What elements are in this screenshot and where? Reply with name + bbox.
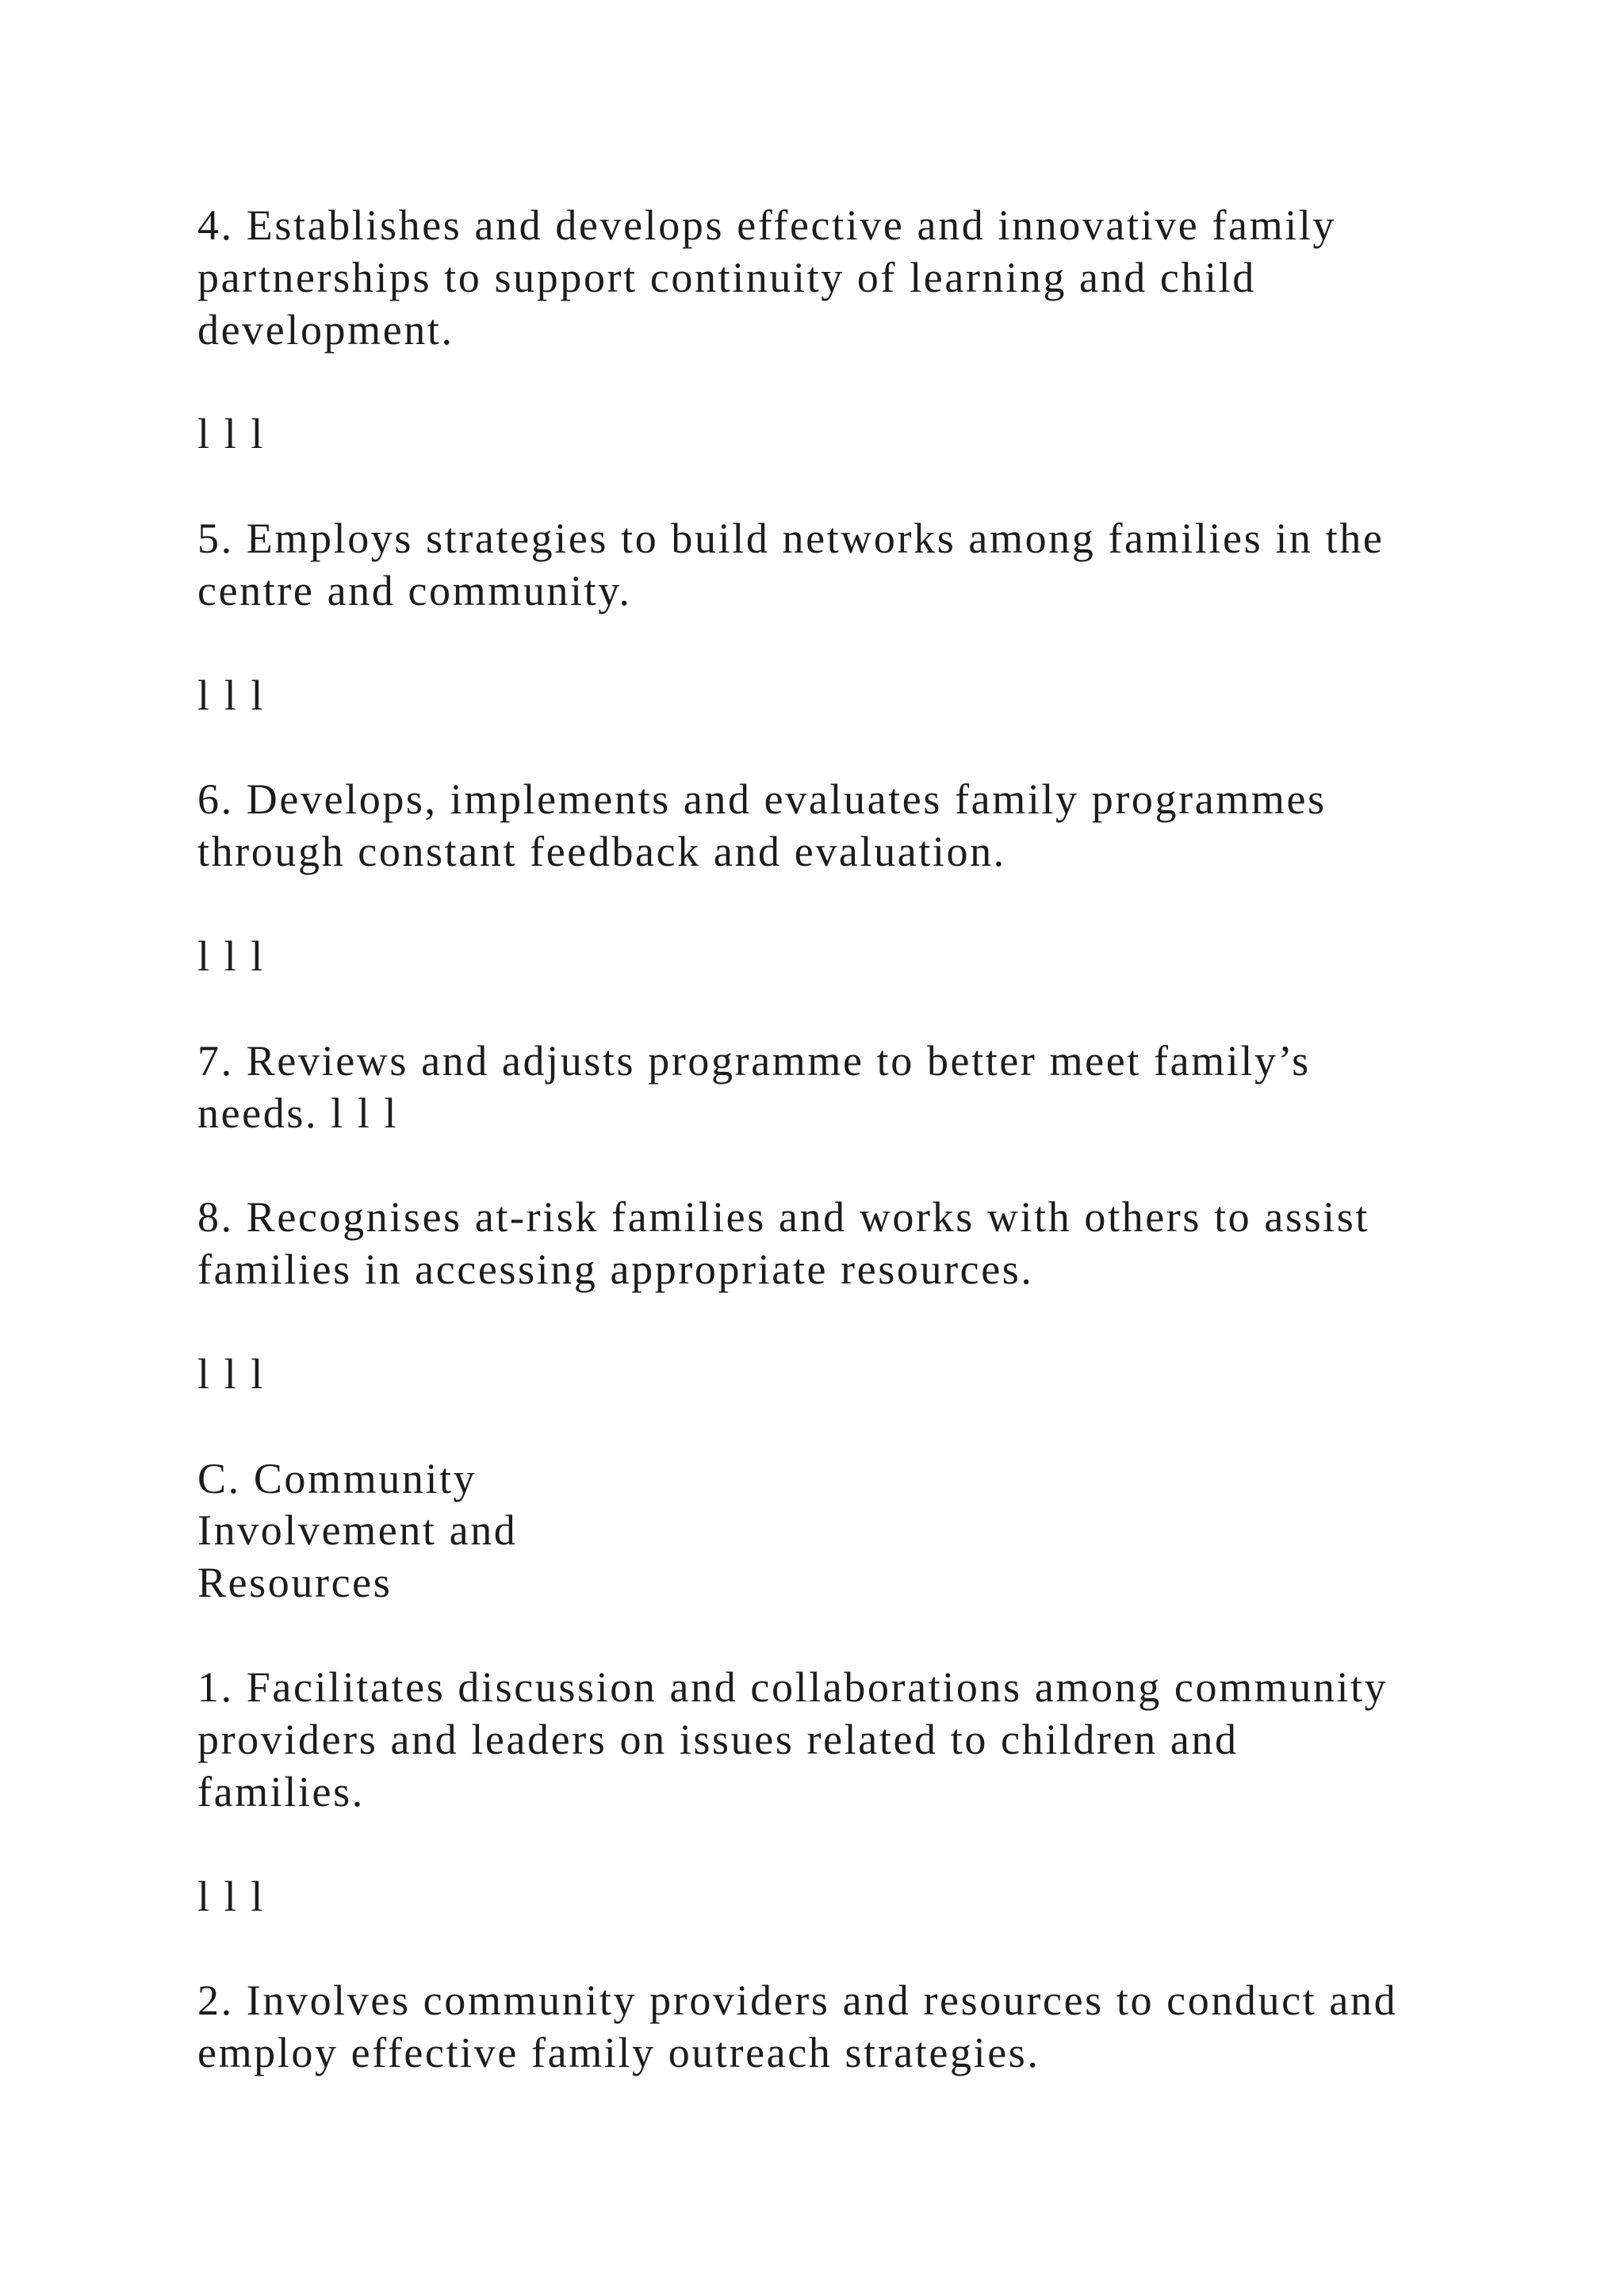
criterion-2 [197, 1975, 1624, 2080]
section-heading-line: Involvement and [197, 1506, 518, 1555]
criterion-7 [197, 1035, 1624, 1140]
criterion-1 [197, 1662, 1624, 1819]
criterion-text-line: partnerships to support continuity of learning and child [197, 253, 1256, 301]
rating-marks-text: l l l [197, 410, 266, 458]
rating-marks [197, 408, 1624, 461]
criterion-text-line: providers and leaders on issues related to children and [197, 1715, 1239, 1763]
rating-marks-text: l l l [197, 1349, 266, 1398]
rating-marks [197, 1871, 1624, 1923]
criterion-text-line: families in accessing appropriate resources. [197, 1246, 1034, 1294]
criterion-text-line: development. [197, 305, 454, 354]
criterion-text-line: 5. Employs strategies to build networks among families in the [197, 515, 1385, 563]
rating-marks [197, 1349, 1624, 1401]
rating-marks-text: l l l [197, 932, 266, 981]
criterion-text-line: 1. Facilitates discussion and collaborations among community [197, 1663, 1388, 1712]
criterion-4 [197, 200, 1624, 357]
criterion-text-line: 4. Establishes and develops effective and innovative family [197, 201, 1337, 249]
section-heading-line: C. Community [197, 1454, 477, 1502]
rating-marks [197, 670, 1624, 722]
criterion-text-line: centre and community. [197, 567, 632, 615]
criterion-text-line: families. [197, 1767, 365, 1816]
rating-marks-text: l l l [197, 1872, 266, 1920]
criterion-text-line: 8. Recognises at-risk families and works with others to assist [197, 1193, 1370, 1242]
criterion-8 [197, 1192, 1624, 1296]
criterion-text-line: through constant feedback and evaluation. [197, 828, 1006, 876]
rating-marks [197, 931, 1624, 983]
criterion-text-line: employ effective family outreach strategies. [197, 2029, 1040, 2077]
criterion-text-line: 2. Involves community providers and resources to conduct and [197, 1976, 1398, 2025]
criterion-text-line: 6. Develops, implements and evaluates family programmes [197, 775, 1327, 824]
criterion-text-line: 7. Reviews and adjusts programme to better meet family’s [197, 1036, 1311, 1085]
section-heading-line: Resources [197, 1559, 393, 1607]
criterion-6 [197, 774, 1624, 878]
section-heading [197, 1453, 1624, 1610]
criterion-5 [197, 513, 1624, 618]
criterion-text-line: needs. l l l [197, 1089, 399, 1137]
rating-marks-text: l l l [197, 671, 266, 719]
